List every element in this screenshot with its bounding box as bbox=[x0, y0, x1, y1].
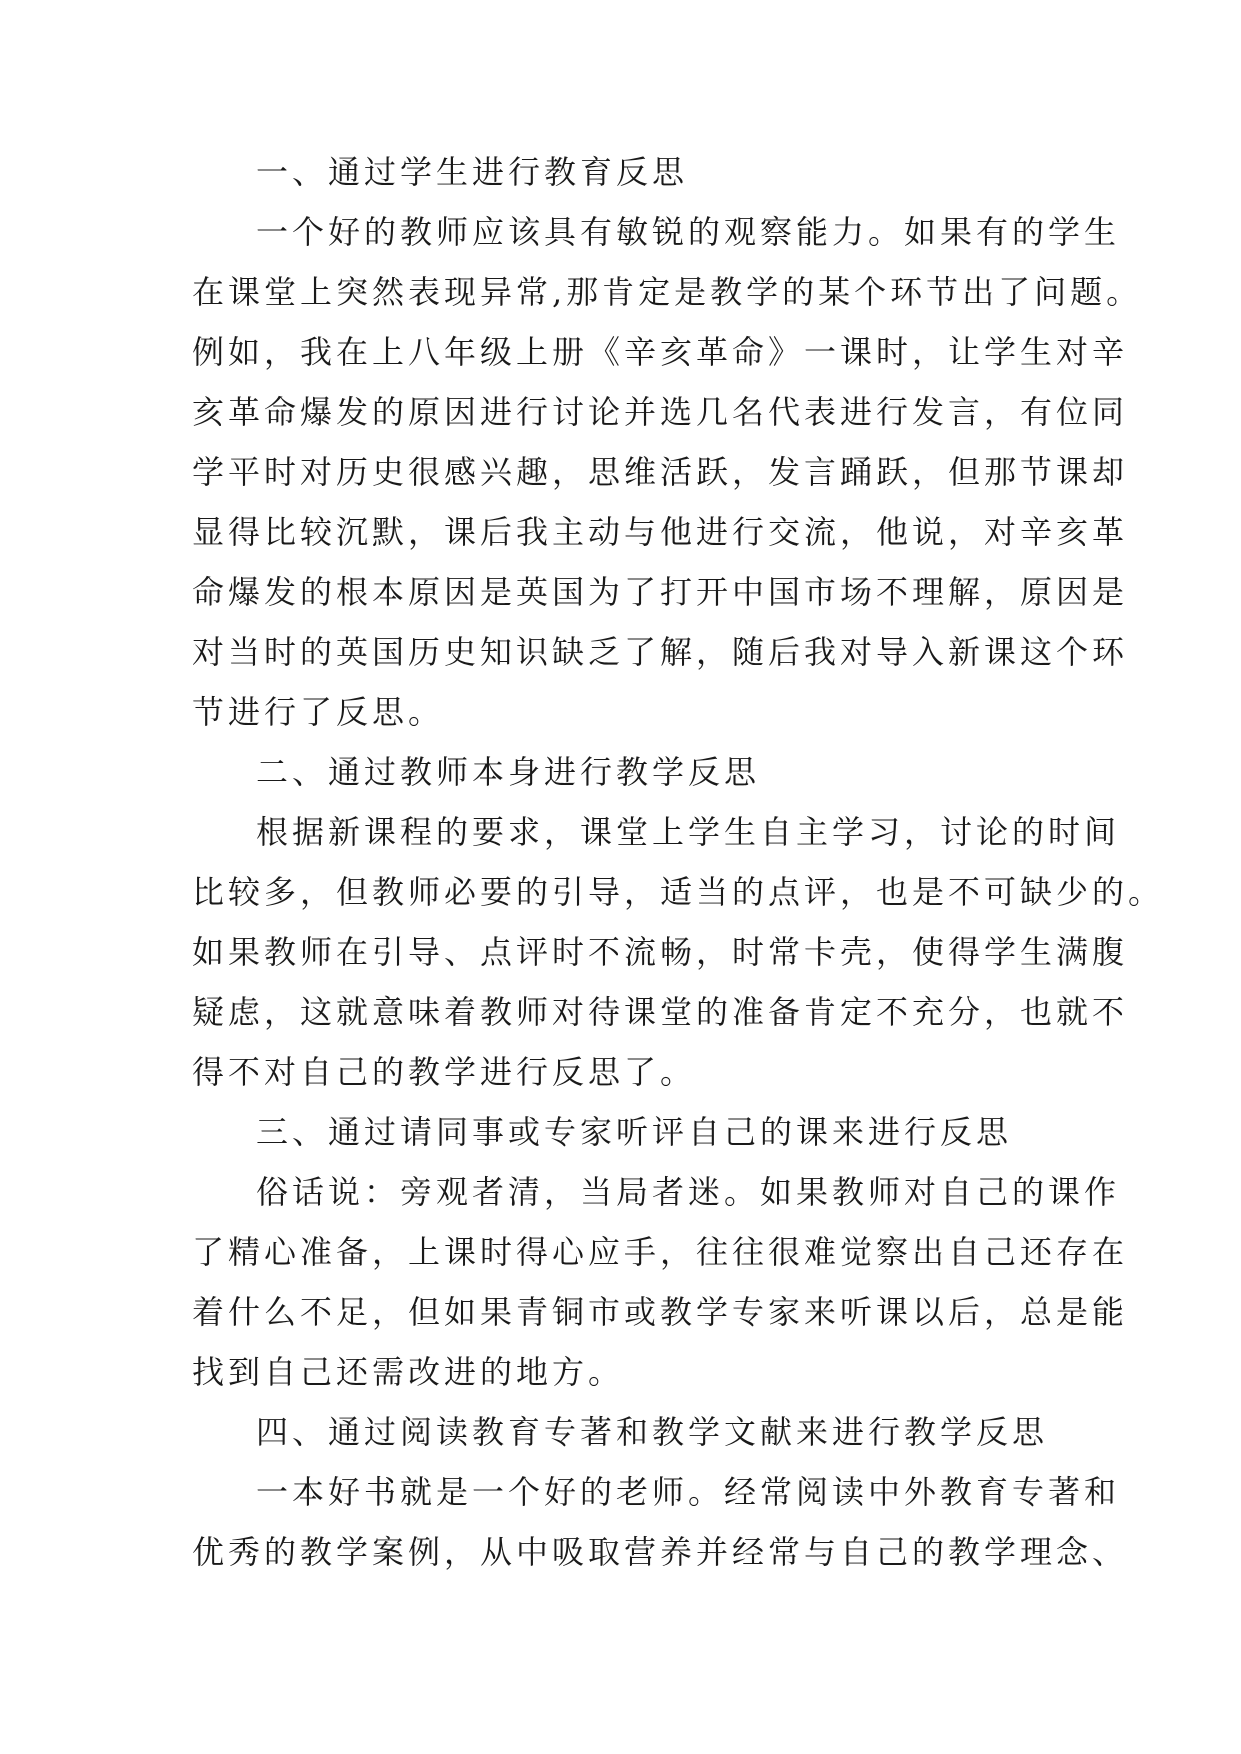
paragraph-line: 学平时对历史很感兴趣，思维活跃，发言踊跃，但那节课却 bbox=[192, 453, 1129, 491]
paragraph-line: 命爆发的根本原因是英国为了打开中国市场不理解，原因是 bbox=[192, 573, 1129, 611]
paragraph-line: 在课堂上突然表现异常,那肯定是教学的某个环节出了问题。 bbox=[192, 273, 1143, 311]
paragraph-line: 节进行了反思。 bbox=[192, 693, 445, 731]
paragraph-line: 显得比较沉默，课后我主动与他进行交流，他说，对辛亥革 bbox=[192, 513, 1129, 551]
heading-2: 二、通过教师本身进行教学反思 bbox=[256, 753, 761, 791]
heading-3: 三、通过请同事或专家听评自己的课来进行反思 bbox=[256, 1113, 1013, 1151]
paragraph-line: 着什么不足，但如果青铜市或教学专家来听课以后，总是能 bbox=[192, 1293, 1129, 1331]
paragraph-line: 优秀的教学案例，从中吸取营养并经常与自己的教学理念、 bbox=[192, 1533, 1129, 1571]
paragraph-line: 得不对自己的教学进行反思了。 bbox=[192, 1053, 697, 1091]
heading-4: 四、通过阅读教育专著和教学文献来进行教学反思 bbox=[256, 1413, 1049, 1451]
paragraph-line: 一个好的教师应该具有敏锐的观察能力。如果有的学生 bbox=[256, 213, 1121, 251]
paragraph-line: 亥革命爆发的原因进行讨论并选几名代表进行发言，有位同 bbox=[192, 393, 1129, 431]
paragraph-line: 例如，我在上八年级上册《辛亥革命》一课时，让学生对辛 bbox=[192, 333, 1129, 371]
paragraph-line: 俗话说：旁观者清，当局者迷。如果教师对自己的课作 bbox=[256, 1173, 1121, 1211]
paragraph-line: 疑虑，这就意味着教师对待课堂的准备肯定不充分，也就不 bbox=[192, 993, 1129, 1031]
paragraph-line: 如果教师在引导、点评时不流畅，时常卡壳，使得学生满腹 bbox=[192, 933, 1129, 971]
heading-1: 一、通过学生进行教育反思 bbox=[256, 153, 689, 191]
paragraph-line: 对当时的英国历史知识缺乏了解，随后我对导入新课这个环 bbox=[192, 633, 1129, 671]
paragraph-line: 一本好书就是一个好的老师。经常阅读中外教育专著和 bbox=[256, 1473, 1121, 1511]
paragraph-line: 比较多，但教师必要的引导，适当的点评，也是不可缺少的。 bbox=[192, 873, 1165, 911]
paragraph-line: 找到自己还需改进的地方。 bbox=[192, 1353, 625, 1391]
paragraph-line: 了精心准备，上课时得心应手，往往很难觉察出自己还存在 bbox=[192, 1233, 1129, 1271]
paragraph-line: 根据新课程的要求，课堂上学生自主学习，讨论的时间 bbox=[256, 813, 1121, 851]
